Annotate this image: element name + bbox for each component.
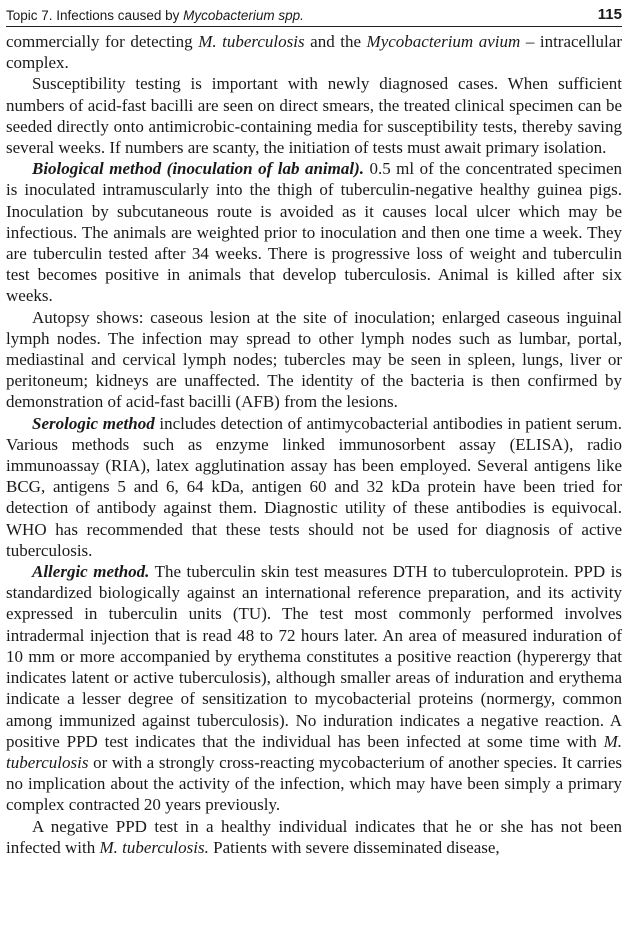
paragraph: [6, 561, 622, 815]
body-text: [6, 31, 622, 858]
paragraph: [6, 307, 622, 413]
text-run: The tuberculin skin test measures DTH to tuberculoprotein. PPD is standardized biologically against an international reference preparation, and its activity expressed in tuberculin units (TU). The test most commonly performed involves intradermal injection that is read 48 to 72 hours later. An area of measured induration of 10 mm or more accompanied by erythema constitutes a positive reaction (hyperergy that indicates latent or active tuberculosis), although smaller areas of induration and erythema indicate a lesser degree of sensitization to mycobacterial proteins (normergy, common among immunized against tuberculosis). No induration indicates a negative reaction. A positive PPD test indicates that the individual has been infected at some time with: [6, 562, 622, 751]
italic-term: M. tuberculosis.: [99, 837, 209, 857]
paragraph: [6, 158, 622, 306]
running-header: [6, 6, 622, 27]
section-run-in-heading: Allergic method.: [32, 562, 150, 582]
paragraph: [6, 413, 622, 561]
text-run: Patients with severe disseminated disease,: [208, 837, 500, 857]
paragraph: [6, 816, 622, 858]
text-run: includes detection of antimycobacterial antibodies in patient serum. Various methods such as enzyme linked immunosorbent assay (ELISA), radio immunoassay (RIA), latex agglutination assay has been employed. Several antigens like BCG, antigens 5 and 6, 64 kDa, antigen 60 and 32 kDa protein have been tried for detection of antibody against them. Diagnostic utility of these antibodies is equivocal. WHO has recommended that these tests should not be used for diagnosis of active tuberculosis.: [6, 413, 623, 560]
text-run: Susceptibility testing is important with newly diagnosed cases. When sufficient numbers of acid-fast bacilli are seen on direct smears, the treated clinical specimen can be seeded directly onto antimicrobic-containing media for susceptibility tests, thereby saving several weeks. If numbers are scanty, the initiation of tests must await primary isolation.: [6, 74, 622, 158]
section-run-in-heading: Biological method (inoculation of lab animal).: [32, 159, 364, 179]
italic-term: Mycobacterium avium: [366, 32, 521, 51]
section-run-in-heading: Serologic method: [32, 413, 155, 433]
page-number: 115: [597, 6, 622, 23]
text-run: 0.5 ml of the concentrated specimen is inoculated intramuscularly into the thigh of tuberculin-negative healthy guinea pigs. Inoculation by subcutaneous route is avoided as it causes local ulcer which may be infectious. The animals are weighted prior to inoculation and then one time a week. They are tuberculin tested after 34 weeks. There is progressive loss of weight and tuberculin test becomes positive in animals that develop tuberculosis. Animal is killed after six weeks.: [6, 159, 622, 306]
topic-title: Topic 7. Infections caused by Mycobacterium spp.: [6, 8, 304, 23]
italic-term: M. tuberculosis: [6, 731, 622, 772]
text-run: Autopsy shows: caseous lesion at the site of inoculation; enlarged caseous inguinal lymph nodes. The infection may spread to other lymph nodes such as lumbar, portal, mediastinal and cervical lymph nodes; tubercles may be seen in spleen, lungs, liver or peritoneum; kidneys are unaffected. The identity of the bacteria is then confirmed by demonstration of acid-fast bacilli (AFB) from the lesions.: [6, 307, 622, 412]
text-run: – intracellular complex.: [6, 32, 622, 73]
text-run: A negative PPD test in a healthy individual indicates that he or she has not been infected with: [6, 816, 622, 857]
text-run: and the: [304, 32, 367, 51]
italic-term: M. tuberculosis: [198, 32, 305, 51]
text-run: or with a strongly cross-reacting mycobacterium of another species. It carries no implication about the activity of the infection, which may have been simply a primary complex contracted 20 years previously.: [6, 752, 622, 815]
paragraph: [6, 31, 622, 73]
text-run: commercially for detecting: [6, 32, 199, 51]
paragraph: [6, 73, 622, 158]
